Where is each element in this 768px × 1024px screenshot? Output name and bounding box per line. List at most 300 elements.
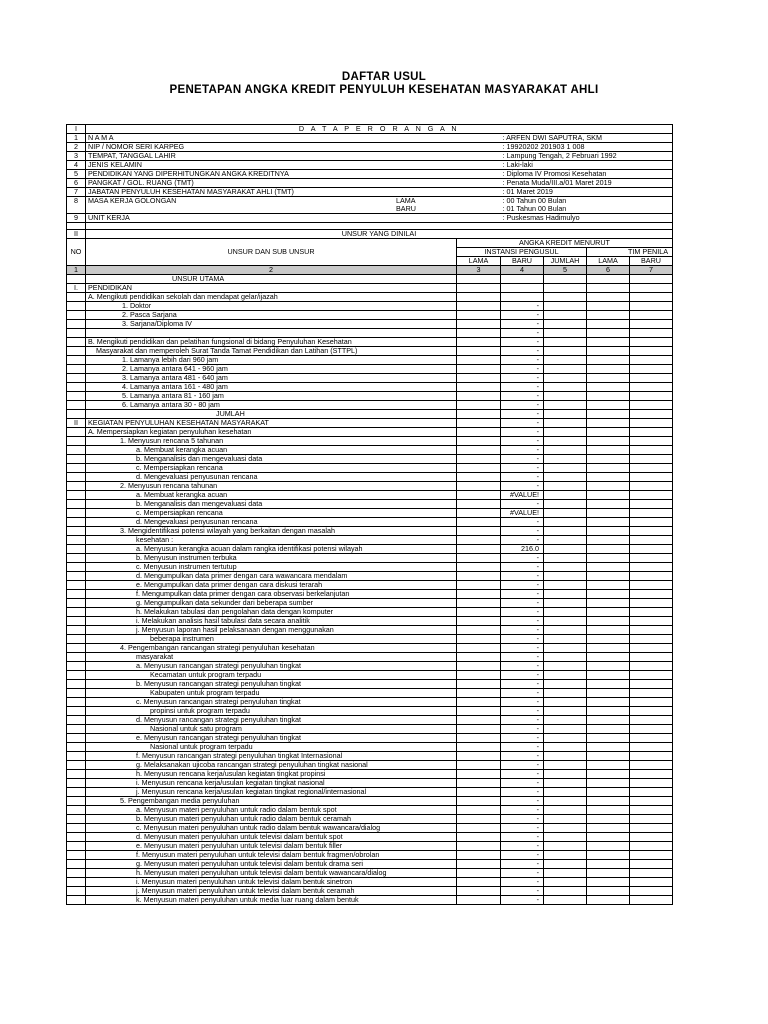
- cell-lama-tim: [587, 536, 630, 545]
- cell-jumlah: [544, 734, 587, 743]
- cell-lama-tim: [587, 662, 630, 671]
- table-row: [67, 329, 673, 338]
- field-label: JABATAN PENYULUH KESEHATAN MASYARAKAT AHLI (TMT): [86, 188, 501, 197]
- row-no: [67, 302, 86, 311]
- cell-baru-tim: [630, 887, 673, 896]
- cell-baru-tim: [630, 851, 673, 860]
- row-no: [67, 347, 86, 356]
- cell-lama: [457, 680, 501, 689]
- table-row: [67, 797, 673, 806]
- cell-lama: [457, 707, 501, 716]
- cell-baru-tim: [630, 761, 673, 770]
- personal-row: [67, 188, 673, 197]
- cell-baru: -: [501, 833, 544, 842]
- row-text: k. Menyusun materi penyuluhan untuk media luar ruang dalam bentuk: [86, 896, 457, 905]
- table-row: [67, 707, 673, 716]
- row-no: [67, 869, 86, 878]
- cell-baru-tim: [630, 662, 673, 671]
- cell-jumlah: [544, 563, 587, 572]
- row-no: [67, 518, 86, 527]
- cell-baru: -: [501, 329, 544, 338]
- cell-jumlah: [544, 662, 587, 671]
- blank-cell: [67, 223, 86, 230]
- cell-jumlah: [544, 644, 587, 653]
- cell-baru: -: [501, 527, 544, 536]
- cell-baru: -: [501, 419, 544, 428]
- cell-jumlah: [544, 536, 587, 545]
- row-text: kesehatan :: [86, 536, 457, 545]
- cell-jumlah: [544, 518, 587, 527]
- row-text: b. Menyusun materi penyuluhan untuk radio dalam bentuk ceramah: [86, 815, 457, 824]
- field-label: UNIT KERJA: [86, 214, 501, 223]
- cell-jumlah: [544, 410, 587, 419]
- cell-baru-tim: [630, 797, 673, 806]
- cell-lama: [457, 320, 501, 329]
- table-row: [67, 473, 673, 482]
- cell-jumlah: [544, 815, 587, 824]
- cell-lama-tim: [587, 302, 630, 311]
- cell-baru: -: [501, 599, 544, 608]
- row-text: d. Mengevaluasi penyusunan rencana: [86, 518, 457, 527]
- section-no: II: [67, 230, 86, 239]
- cell-jumlah: [544, 374, 587, 383]
- row-text: 1. Doktor: [86, 302, 457, 311]
- row-text: a. Menyusun rancangan strategi penyuluhan tingkat: [86, 662, 457, 671]
- cell-baru: -: [501, 878, 544, 887]
- cell-lama-tim: [587, 275, 630, 284]
- cell-lama-tim: [587, 518, 630, 527]
- blank-cell: [67, 205, 86, 214]
- row-no: [67, 833, 86, 842]
- cell-jumlah: [544, 437, 587, 446]
- row-text: Nasional untuk satu program: [86, 725, 457, 734]
- cell-lama-tim: [587, 563, 630, 572]
- cell-lama-tim: [587, 482, 630, 491]
- cell-baru: -: [501, 590, 544, 599]
- row-no: [67, 617, 86, 626]
- cell-jumlah: [544, 383, 587, 392]
- personal-row-masa-kerja-baru: [67, 205, 673, 214]
- cell-lama-tim: [587, 338, 630, 347]
- cell-lama-tim: [587, 383, 630, 392]
- cell-jumlah: [544, 428, 587, 437]
- cell-lama-tim: [587, 725, 630, 734]
- cell-baru-tim: [630, 788, 673, 797]
- section-title: UNSUR YANG DINILAI: [86, 230, 673, 239]
- cell-lama: [457, 689, 501, 698]
- cell-lama: [457, 284, 501, 293]
- cell-baru: -: [501, 734, 544, 743]
- col-lama-header: LAMA: [457, 257, 501, 266]
- cell-lama: [457, 527, 501, 536]
- row-no: [67, 491, 86, 500]
- cell-lama-tim: [587, 374, 630, 383]
- cell-lama-tim: [587, 401, 630, 410]
- lama-label: LAMA: [396, 196, 416, 205]
- cell-lama-tim: [587, 320, 630, 329]
- cell-baru-tim: [630, 374, 673, 383]
- table-row: [67, 356, 673, 365]
- cell-jumlah: [544, 320, 587, 329]
- cell-baru: -: [501, 608, 544, 617]
- column-number-row: [67, 266, 673, 275]
- cell-lama-tim: [587, 392, 630, 401]
- field-label: PENDIDIKAN YANG DIPERHITUNGKAN ANGKA KREDITNYA: [86, 170, 501, 179]
- cell-lama: [457, 617, 501, 626]
- row-no: [67, 743, 86, 752]
- cell-lama-tim: [587, 788, 630, 797]
- cell-baru: -: [501, 410, 544, 419]
- row-no: 2: [67, 143, 86, 152]
- row-text: beberapa instrumen: [86, 635, 457, 644]
- cell-baru-tim: [630, 617, 673, 626]
- cell-lama-tim: [587, 329, 630, 338]
- field-label: N A M A: [86, 134, 501, 143]
- table-row: [67, 419, 673, 428]
- cell-lama: [457, 806, 501, 815]
- table-row: [67, 311, 673, 320]
- cell-lama-tim: [587, 887, 630, 896]
- cell-lama: [457, 644, 501, 653]
- row-text: 3. Sarjana/Diploma IV: [86, 320, 457, 329]
- cell-lama: [457, 455, 501, 464]
- table-row: [67, 734, 673, 743]
- cell-lama-tim: [587, 410, 630, 419]
- cell-jumlah: [544, 338, 587, 347]
- row-text: a. Menyusun kerangka acuan dalam rangka identifikasi potensi wilayah: [86, 545, 457, 554]
- cell-baru: -: [501, 383, 544, 392]
- cell-baru-tim: [630, 806, 673, 815]
- row-text: f. Mengumpulkan data primer dengan cara observasi berkelanjutan: [86, 590, 457, 599]
- table-row: [67, 527, 673, 536]
- cell-baru: -: [501, 869, 544, 878]
- table-row: [67, 689, 673, 698]
- cell-lama: [457, 518, 501, 527]
- row-no: [67, 329, 86, 338]
- cell-lama: [457, 374, 501, 383]
- row-no: [67, 707, 86, 716]
- row-text: B. Mengikuti pendidikan dan pelatihan fungsional di bidang Penyuluhan Kesehatan: [86, 338, 457, 347]
- cell-lama-tim: [587, 743, 630, 752]
- table-row: [67, 500, 673, 509]
- row-no: [67, 644, 86, 653]
- row-text: d. Menyusun rancangan strategi penyuluhan tingkat: [86, 716, 457, 725]
- row-text: a. Membuat kerangka acuan: [86, 491, 457, 500]
- row-text: 5. Pengembangan media penyuluhan: [86, 797, 457, 806]
- cell-lama-tim: [587, 833, 630, 842]
- cell-baru-tim: [630, 860, 673, 869]
- cell-lama-tim: [587, 581, 630, 590]
- table-row: [67, 554, 673, 563]
- cell-lama: [457, 356, 501, 365]
- cell-baru: -: [501, 311, 544, 320]
- field-label: [86, 197, 501, 206]
- cell-jumlah: [544, 311, 587, 320]
- cell-lama-tim: [587, 491, 630, 500]
- cell-baru: -: [501, 581, 544, 590]
- row-no: [67, 635, 86, 644]
- cell-baru: -: [501, 716, 544, 725]
- cell-jumlah: [544, 833, 587, 842]
- table-row: [67, 401, 673, 410]
- cell-lama: [457, 509, 501, 518]
- cell-lama-tim: [587, 680, 630, 689]
- cell-lama: [457, 293, 501, 302]
- table-row: [67, 725, 673, 734]
- row-no: [67, 410, 86, 419]
- cell-baru: -: [501, 887, 544, 896]
- row-no: [67, 725, 86, 734]
- field-value: : 01 Maret 2019: [501, 188, 673, 197]
- column-number: 4: [501, 266, 544, 275]
- row-text: Nasional untuk program terpadu: [86, 743, 457, 752]
- row-no: [67, 374, 86, 383]
- cell-baru: -: [501, 617, 544, 626]
- cell-baru-tim: [630, 482, 673, 491]
- table-row: [67, 824, 673, 833]
- cell-baru-tim: [630, 842, 673, 851]
- cell-baru: -: [501, 635, 544, 644]
- cell-baru-tim: [630, 563, 673, 572]
- cell-baru: -: [501, 347, 544, 356]
- cell-baru: #VALUE!: [501, 509, 544, 518]
- cell-lama: [457, 725, 501, 734]
- row-text: d. Mengumpulkan data primer dengan cara wawancara mendalam: [86, 572, 457, 581]
- field-label: [86, 205, 501, 214]
- cell-baru-tim: [630, 464, 673, 473]
- cell-jumlah: [544, 527, 587, 536]
- cell-baru: -: [501, 644, 544, 653]
- row-no: [67, 878, 86, 887]
- cell-jumlah: [544, 572, 587, 581]
- table-row: [67, 410, 673, 419]
- cell-baru: -: [501, 500, 544, 509]
- table-row: [67, 626, 673, 635]
- cell-jumlah: [544, 698, 587, 707]
- row-text: a. Menyusun materi penyuluhan untuk radio dalam bentuk spot: [86, 806, 457, 815]
- row-no: [67, 806, 86, 815]
- cell-baru: -: [501, 563, 544, 572]
- cell-baru-tim: [630, 338, 673, 347]
- cell-lama-tim: [587, 590, 630, 599]
- row-no: [67, 338, 86, 347]
- cell-jumlah: [544, 689, 587, 698]
- row-text: a. Membuat kerangka acuan: [86, 446, 457, 455]
- cell-lama-tim: [587, 707, 630, 716]
- cell-lama-tim: [587, 617, 630, 626]
- cell-baru-tim: [630, 635, 673, 644]
- cell-baru-tim: [630, 473, 673, 482]
- cell-jumlah: [544, 365, 587, 374]
- cell-baru-tim: [630, 311, 673, 320]
- table-row: [67, 887, 673, 896]
- cell-baru: -: [501, 401, 544, 410]
- cell-baru-tim: [630, 671, 673, 680]
- cell-jumlah: [544, 743, 587, 752]
- table-row: [67, 563, 673, 572]
- cell-lama-tim: [587, 311, 630, 320]
- cell-baru: -: [501, 788, 544, 797]
- cell-lama-tim: [587, 689, 630, 698]
- cell-lama-tim: [587, 554, 630, 563]
- table-row: [67, 752, 673, 761]
- row-text: e. Mengumpulkan data primer dengan cara diskusi terarah: [86, 581, 457, 590]
- cell-lama: [457, 842, 501, 851]
- cell-jumlah: [544, 509, 587, 518]
- row-no: [67, 428, 86, 437]
- row-no: [67, 626, 86, 635]
- cell-lama: [457, 788, 501, 797]
- cell-jumlah: [544, 842, 587, 851]
- cell-jumlah: [544, 482, 587, 491]
- table-row: [67, 590, 673, 599]
- cell-lama: [457, 752, 501, 761]
- cell-baru: -: [501, 536, 544, 545]
- row-text: KEGIATAN PENYULUHAN KESEHATAN MASYARAKAT: [86, 419, 457, 428]
- table-row: [67, 491, 673, 500]
- cell-jumlah: [544, 545, 587, 554]
- cell-baru-tim: [630, 527, 673, 536]
- cell-lama: [457, 464, 501, 473]
- cell-jumlah: [544, 617, 587, 626]
- cell-baru: -: [501, 824, 544, 833]
- cell-jumlah: [544, 392, 587, 401]
- row-no: [67, 536, 86, 545]
- row-text: j. Menyusun rencana kerja/usulan kegiatan tingkat regional/internasional: [86, 788, 457, 797]
- row-text: c. Mempersiapkan rencana: [86, 509, 457, 518]
- table-row: [67, 842, 673, 851]
- row-no: 5: [67, 170, 86, 179]
- table-row: [67, 536, 673, 545]
- cell-baru: -: [501, 797, 544, 806]
- table-row: [67, 671, 673, 680]
- row-no: 9: [67, 214, 86, 223]
- row-text: 1. Menyusun rencana 5 tahunan: [86, 437, 457, 446]
- cell-lama: [457, 410, 501, 419]
- row-text: h. Menyusun materi penyuluhan untuk televisi dalam bentuk wawancara/dialog: [86, 869, 457, 878]
- table-row: [67, 338, 673, 347]
- field-value: : Lampung Tengah, 2 Februari 1992: [501, 152, 673, 161]
- table-row: [67, 482, 673, 491]
- table-row: [67, 833, 673, 842]
- cell-baru-tim: [630, 554, 673, 563]
- cell-lama: [457, 743, 501, 752]
- row-no: [67, 356, 86, 365]
- cell-baru: -: [501, 338, 544, 347]
- cell-lama: [457, 860, 501, 869]
- cell-baru-tim: [630, 599, 673, 608]
- table-row: [67, 455, 673, 464]
- masa-kerja-label: MASA KERJA GOLONGAN: [88, 196, 177, 205]
- cell-lama-tim: [587, 455, 630, 464]
- cell-lama-tim: [587, 500, 630, 509]
- cell-jumlah: [544, 554, 587, 563]
- cell-lama-tim: [587, 653, 630, 662]
- row-no: [67, 887, 86, 896]
- assessed-rows: [67, 275, 673, 905]
- table-row: [67, 302, 673, 311]
- cell-jumlah: [544, 707, 587, 716]
- cell-baru-tim: [630, 509, 673, 518]
- table-row: [67, 878, 673, 887]
- cell-lama: [457, 608, 501, 617]
- cell-lama: [457, 779, 501, 788]
- cell-lama: [457, 437, 501, 446]
- row-no: [67, 509, 86, 518]
- cell-baru-tim: [630, 779, 673, 788]
- cell-baru-tim: [630, 878, 673, 887]
- cell-lama-tim: [587, 572, 630, 581]
- table-row: [67, 653, 673, 662]
- cell-jumlah: [544, 869, 587, 878]
- cell-baru: -: [501, 518, 544, 527]
- row-no: [67, 401, 86, 410]
- cell-baru: -: [501, 851, 544, 860]
- row-text: d. Menyusun materi penyuluhan untuk televisi dalam bentuk spot: [86, 833, 457, 842]
- row-text: [86, 329, 457, 338]
- row-no: II: [67, 419, 86, 428]
- cell-baru: #VALUE!: [501, 491, 544, 500]
- row-no: [67, 599, 86, 608]
- field-value: : Diploma IV Promosi Kesehatan: [501, 170, 673, 179]
- row-no: [67, 752, 86, 761]
- cell-jumlah: [544, 887, 587, 896]
- row-text: j. Menyusun laporan hasil pelaksanaan dengan menggunakan: [86, 626, 457, 635]
- cell-lama: [457, 473, 501, 482]
- cell-lama-tim: [587, 761, 630, 770]
- cell-lama: [457, 635, 501, 644]
- cell-baru: [501, 284, 544, 293]
- table-row: [67, 581, 673, 590]
- cell-baru: -: [501, 482, 544, 491]
- cell-lama-tim: [587, 869, 630, 878]
- cell-lama: [457, 302, 501, 311]
- table-row: [67, 869, 673, 878]
- cell-jumlah: [544, 725, 587, 734]
- cell-baru-tim: [630, 644, 673, 653]
- baru-label: BARU: [396, 205, 416, 213]
- cell-baru-tim: [630, 347, 673, 356]
- row-no: [67, 698, 86, 707]
- cell-baru: -: [501, 626, 544, 635]
- row-text: g. Mengumpulkan data sekunder dari beberapa sumber: [86, 599, 457, 608]
- row-no: [67, 734, 86, 743]
- form-table: [66, 124, 673, 905]
- cell-lama-tim: [587, 644, 630, 653]
- cell-lama: [457, 428, 501, 437]
- cell-lama: [457, 329, 501, 338]
- cell-lama-tim: [587, 734, 630, 743]
- cell-baru: -: [501, 815, 544, 824]
- row-no: 8: [67, 197, 86, 206]
- column-number: 6: [587, 266, 630, 275]
- cell-jumlah: [544, 896, 587, 905]
- row-no: [67, 662, 86, 671]
- row-no: [67, 653, 86, 662]
- table-row: [67, 788, 673, 797]
- cell-lama: [457, 563, 501, 572]
- table-row: [67, 383, 673, 392]
- table-row: [67, 446, 673, 455]
- row-text: JUMLAH: [86, 410, 457, 419]
- cell-lama: [457, 833, 501, 842]
- table-row: [67, 293, 673, 302]
- cell-baru: -: [501, 554, 544, 563]
- cell-baru-tim: [630, 437, 673, 446]
- col-unsur-header: UNSUR DAN SUB UNSUR: [86, 239, 457, 266]
- cell-jumlah: [544, 500, 587, 509]
- row-no: 6: [67, 179, 86, 188]
